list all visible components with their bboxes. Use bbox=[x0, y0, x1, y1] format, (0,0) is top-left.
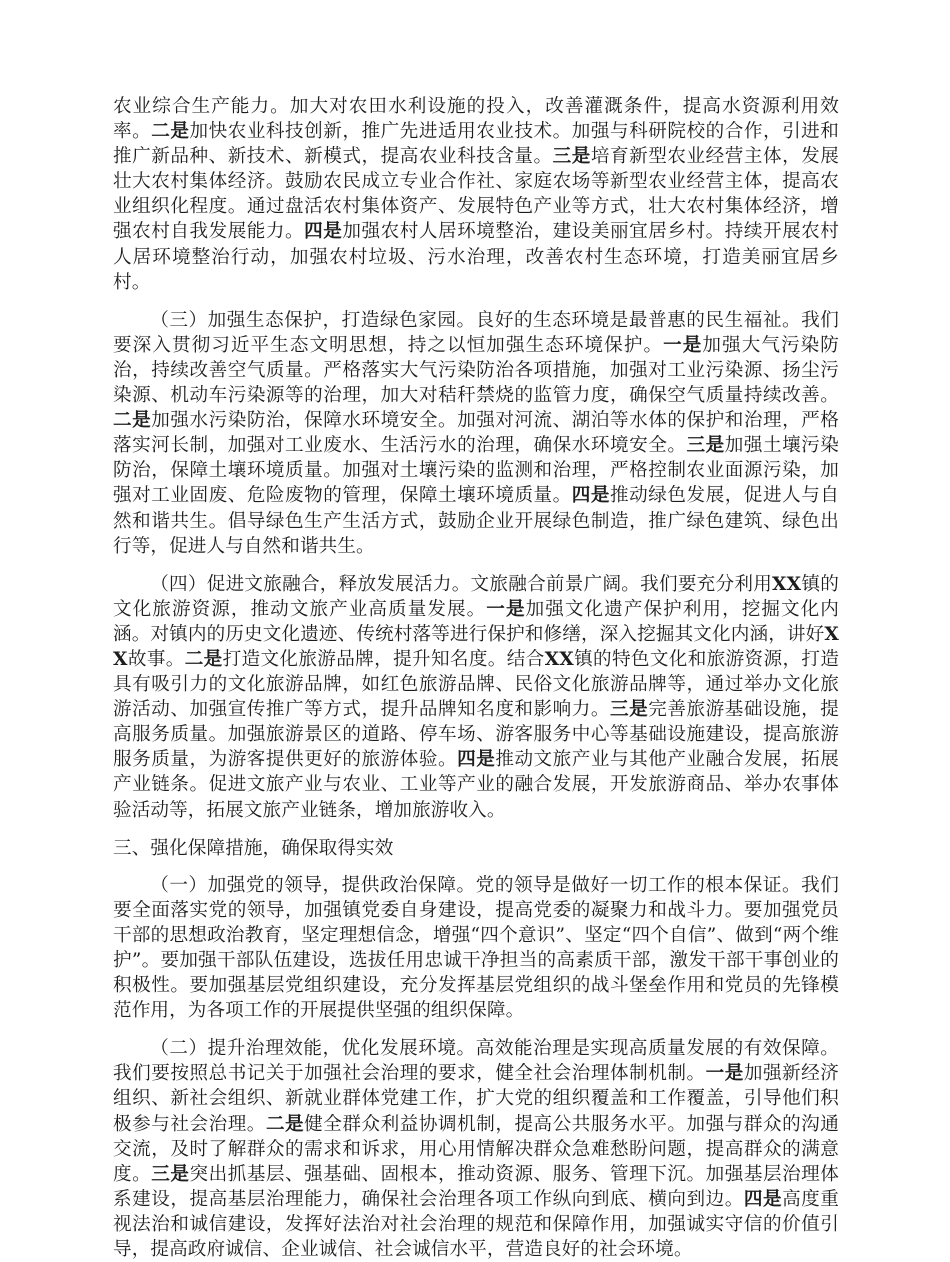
text-run: 加强农村人居环境整治，建设美丽宜居乡村。持续开展农村人居环境整治行动，加强农村垃圾、污水治理，改善农村生态环境，打造美丽宜居乡村。 bbox=[113, 221, 839, 293]
paragraph-spacer bbox=[113, 295, 839, 308]
text-run: 镇的特色文化和旅游资源，打造具有吸引力的文化旅游品牌，如红色旅游品牌、民俗文化旅游品牌等，通过举办文化旅游活动、加强宣传推广等方式，提升品牌知名度和影响力。 bbox=[113, 648, 840, 721]
text-run: 突出抓基层、强基础、固根本，推动资源、服务、管理下沉。加强基层治理体系建设，提高基层治理能力，确保社会治理各项工作纵向到底、横向到边。 bbox=[113, 1163, 839, 1210]
enumeration-marker: 一是 bbox=[705, 1063, 744, 1085]
text-run: 故事。 bbox=[127, 648, 185, 670]
enumeration-marker: 二是 bbox=[184, 648, 223, 670]
text-run: 推动绿色发展，促进人与自然和谐共生。倡导绿色生产生活方式，鼓励企业开展绿色制造，推广绿色建筑、绿色出行等，促进人与自然和谐共生。 bbox=[113, 485, 840, 557]
heading-spacer bbox=[113, 861, 839, 873]
text-run: （四）促进文旅融合，释放发展活力。文旅融合前景广阔。我们要充分利用 bbox=[150, 573, 773, 595]
paragraph-ecology bbox=[113, 308, 839, 559]
text-run: 加强水污染防治，保障水环境安全。加强对河流、湖泊等水体的保护和治理，严格落实河长制，加强对工业废水、生活污水的治理，确保水环境安全。 bbox=[113, 410, 839, 457]
text-run: 加强新经济组织、新社会组织、新就业群体党建工作，扩大党的组织覆盖和工作覆盖，引导他们积极参与社会治理。 bbox=[113, 1063, 839, 1135]
enumeration-marker: 三是 bbox=[686, 435, 725, 457]
enumeration-marker: 二是 bbox=[265, 1113, 305, 1135]
text-run: 加强文化遗产保护利用，挖掘文化内涵。对镇内的历史文化遗迹、传统村落等进行保护和修缮，深入挖掘其文化内涵，讲好 bbox=[113, 598, 839, 645]
paragraph-spacer bbox=[113, 1023, 839, 1036]
enumeration-marker: 二是 bbox=[113, 410, 152, 432]
text-run: （三）加强生态保护，打造绿色家园。良好的生态环境是最普惠的民生福祉。我们要深入贯彻习近平生态文明思想，持之以恒加强生态环境保护。 bbox=[113, 309, 839, 356]
text-run: （一）加强党的领导，提供政治保障。党的领导是做好一切工作的根本保证。我们要全面落实党的领导，加强镇党委自身建设，提高党委的凝聚力和战斗力。要加强党员干部的思想政治教育，坚定理想信念，增强“四个意识”、坚定“四个自信”、做到“两个维护”。要加强干部队伍建设，选拔任用忠诚干净担当的高素质干部，激发干部干事创业的积极性。要加强基层党组织建设，充分发挥基层党组织的战斗堡垒作用和党员的先锋模范作用，为各项工作的开展提供坚强的组织保障。 bbox=[113, 874, 839, 1022]
enumeration-marker: 二是 bbox=[151, 121, 190, 143]
text-run: 加强土壤污染防治，保障土壤环境质量。加强对土壤污染的监测和治理，严格控制农业面源污染，加强对工业固废、危险废物的管理，保障土壤环境质量。 bbox=[113, 435, 839, 507]
placeholder-token: XX bbox=[544, 648, 574, 670]
paragraph-governance bbox=[113, 1036, 839, 1262]
enumeration-marker: 四是 bbox=[304, 221, 343, 243]
enumeration-marker: 一是 bbox=[486, 598, 526, 620]
paragraph-agriculture-continued bbox=[113, 94, 839, 295]
text-run: 加强大气污染防治，持续改善空气质量。严格落实大气污染防治各项措施，加强对工业污染源、扬尘污染源、机动车污染源等的治理，加大对秸秆禁烧的监管力度，确保空气质量持续改善。 bbox=[113, 334, 839, 407]
text-run: 打造文化旅游品牌，提升知名度。结合 bbox=[222, 648, 545, 670]
enumeration-marker: 三是 bbox=[552, 146, 591, 168]
placeholder-token: XX bbox=[113, 623, 839, 670]
enumeration-marker: 三是 bbox=[610, 699, 649, 721]
enumeration-marker: 一是 bbox=[663, 334, 703, 356]
enumeration-marker: 四是 bbox=[571, 485, 611, 507]
paragraph-spacer bbox=[113, 823, 839, 836]
text-run: 镇的文化旅游资源，推动文旅产业高质量发展。 bbox=[113, 573, 840, 620]
document-body bbox=[113, 94, 839, 1262]
paragraph-spacer bbox=[113, 559, 839, 572]
text-run: 健全群众利益协调机制，提高公共服务水平。加强与群众的沟通交流，及时了解群众的需求和诉求，用心用情解决群众急难愁盼问题，提高群众的满意度。 bbox=[113, 1113, 839, 1185]
text-run: 培育新型农业经营主体，发展壮大农村集体经济。鼓励农民成立专业合作社、家庭农场等新型农业经营主体，提高农业组织化程度。通过盘活农村集体资产、发展特色产业等方式，壮大农村集体经济，增强农村自我发展能力。 bbox=[113, 146, 839, 243]
enumeration-marker: 四是 bbox=[457, 749, 496, 771]
text-run: 农业综合生产能力。加大对农田水利设施的投入，改善灌溉条件，提高水资源利用效率。 bbox=[113, 96, 839, 143]
paragraph-culture-tourism bbox=[113, 572, 839, 823]
text-run: 加快农业科技创新，推广先进适用农业技术。加强与科研院校的合作，引进和推广新品种、新技术、新模式，提高农业科技含量。 bbox=[113, 121, 839, 168]
text-run: 高度重视法治和诚信建设，发挥好法治对社会治理的规范和保障作用，加强诚实守信的价值引导，提高政府诚信、企业诚信、社会诚信水平，营造良好的社会环境。 bbox=[113, 1188, 839, 1261]
enumeration-marker: 三是 bbox=[151, 1163, 190, 1185]
text-run: 推动文旅产业与其他产业融合发展，拓展产业链条。促进文旅产业与农业、工业等产业的融合发展，开发旅游商品、举办农事体验活动等，拓展文旅产业链条，增加旅游收入。 bbox=[113, 749, 839, 821]
enumeration-marker: 四是 bbox=[743, 1188, 783, 1210]
text-run: 完善旅游基础设施，提高服务质量。加强旅游景区的道路、停车场、游客服务中心等基础设施建设，提高旅游服务质量，为游客提供更好的旅游体验。 bbox=[113, 699, 839, 771]
paragraph-party-leadership bbox=[113, 873, 839, 1024]
section-heading-three: 三、强化保障措施，确保取得实效 bbox=[113, 837, 394, 859]
placeholder-token: XX bbox=[772, 573, 802, 595]
text-run: （二）提升治理效能，优化发展环境。高效能治理是实现高质量发展的有效保障。我们要按照总书记关于加强社会治理的要求，健全社会治理体制机制。 bbox=[113, 1038, 839, 1085]
